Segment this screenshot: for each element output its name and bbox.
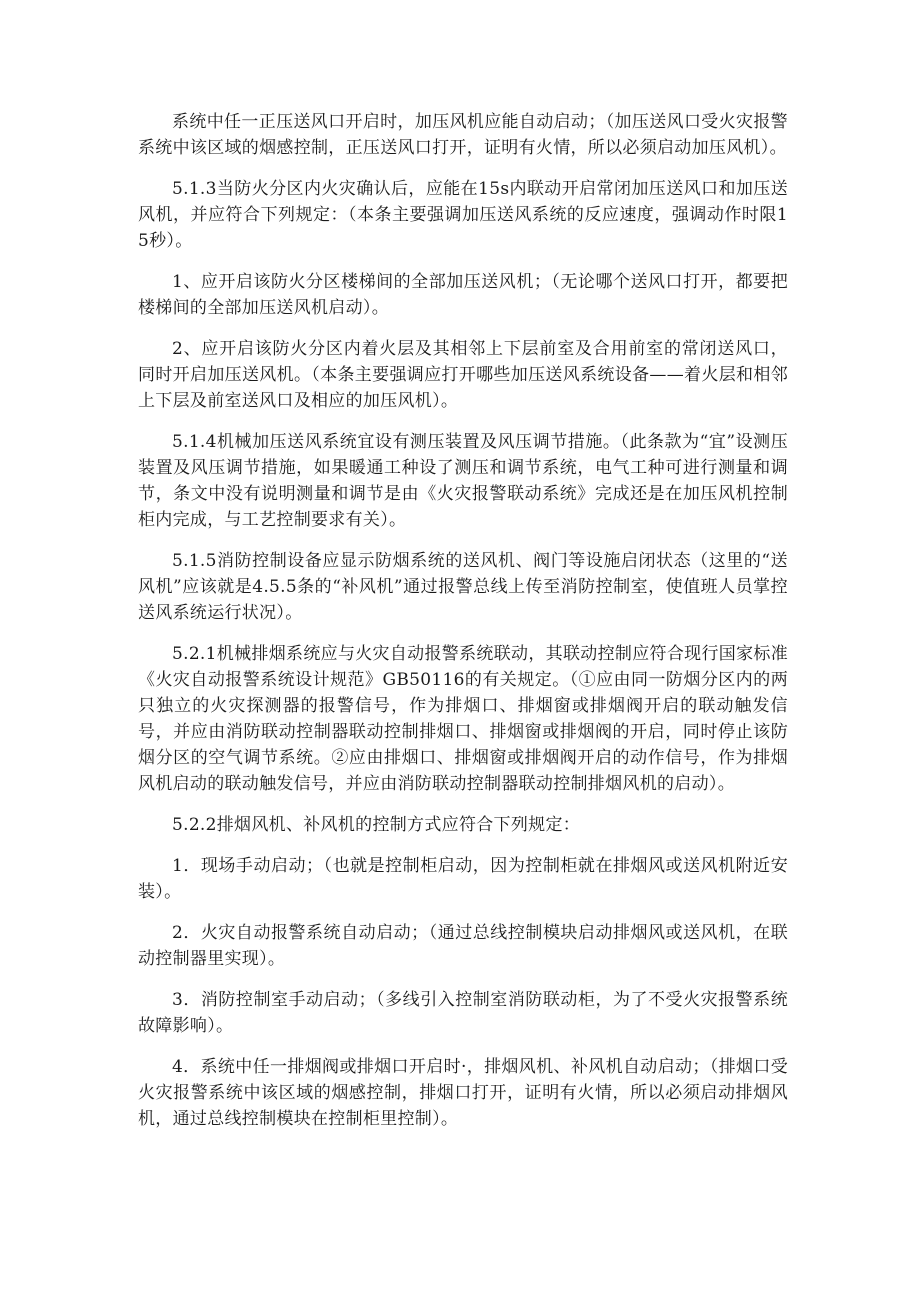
paragraph-5-2-2-item-4: 4．系统中任一排烟阀或排烟口开启时·，排烟风机、补风机自动启动；（排烟口受火灾报警系统中该区域的烟感控制，排烟口打开，证明有火情，所以必须启动排烟风机，通过总线控制模块在控制柜里控制）。 bbox=[138, 1057, 788, 1129]
paragraph-5-1-3-item-1: 1、应开启该防火分区楼梯间的全部加压送风机；（无论哪个送风口打开，都要把楼梯间的全部加压送风机启动）。 bbox=[138, 272, 788, 318]
paragraph-pressurization-fan-auto-start: 系统中任一正压送风口开启时，加压风机应能自动启动；（加压送风口受火灾报警系统中该区域的烟感控制，正压送风口打开，证明有火情，所以必须启动加压风机）。 bbox=[138, 112, 788, 158]
paragraph-5-2-1: 5.2.1机械排烟系统应与火灾自动报警系统联动，其联动控制应符合现行国家标准《火灾自动报警系统设计规范》GB50116的有关规定。（①应由同一防烟分区内的两只独立的火灾探测器的报警信号，作为排烟口、排烟窗或排烟阀开启的联动触发信号，并应由消防联动控制器联动控制排烟口、排烟窗或排烟阀的开启，同时停止该防烟分区的空气调节系统。②应由排烟口、排烟窗或排烟阀开启的动作信号，作为排烟风机启动的联动触发信号，并应由消防联动控制器联动控制排烟风机的启动）。 bbox=[138, 644, 788, 794]
document-body bbox=[138, 109, 788, 1147]
paragraph-5-1-3-item-2: 2、应开启该防火分区内着火层及其相邻上下层前室及合用前室的常闭送风口，同时开启加压送风机。（本条主要强调应打开哪些加压送风系统设备——着火层和相邻上下层及前室送风口及相应的加压风机）。 bbox=[138, 339, 788, 411]
paragraph-5-2-2: 5.2.2排烟风机、补风机的控制方式应符合下列规定： bbox=[172, 815, 581, 835]
paragraph-5-2-2-item-1: 1．现场手动启动；（也就是控制柜启动，因为控制柜就在排烟风或送风机附近安装）。 bbox=[138, 856, 788, 902]
paragraph-5-1-3: 5.1.3当防火分区内火灾确认后，应能在15s内联动开启常闭加压送风口和加压送风机，并应符合下列规定：（本条主要强调加压送风系统的反应速度，强调动作时限15秒）。 bbox=[138, 179, 788, 251]
paragraph-5-1-5: 5.1.5消防控制设备应显示防烟系统的送风机、阀门等设施启闭状态（这里的“送风机”应该就是4.5.5条的“补风机”通过报警总线上传至消防控制室，使值班人员掌控送风系统运行状况）。 bbox=[138, 551, 788, 623]
paragraph-5-2-2-item-3: 3．消防控制室手动启动；（多线引入控制室消防联动柜，为了不受火灾报警系统故障影响）。 bbox=[138, 990, 788, 1036]
paragraph-5-2-2-item-2: 2．火灾自动报警系统自动启动；（通过总线控制模块启动排烟风或送风机，在联动控制器里实现）。 bbox=[138, 923, 788, 969]
paragraph-5-1-4: 5.1.4机械加压送风系统宜设有测压装置及风压调节措施。（此条款为“宜”设测压装置及风压调节措施，如果暖通工种设了测压和调节系统，电气工种可进行测量和调节，条文中没有说明测量和调节是由《火灾报警联动系统》完成还是在加压风机控制柜内完成，与工艺控制要求有关）。 bbox=[138, 432, 788, 530]
